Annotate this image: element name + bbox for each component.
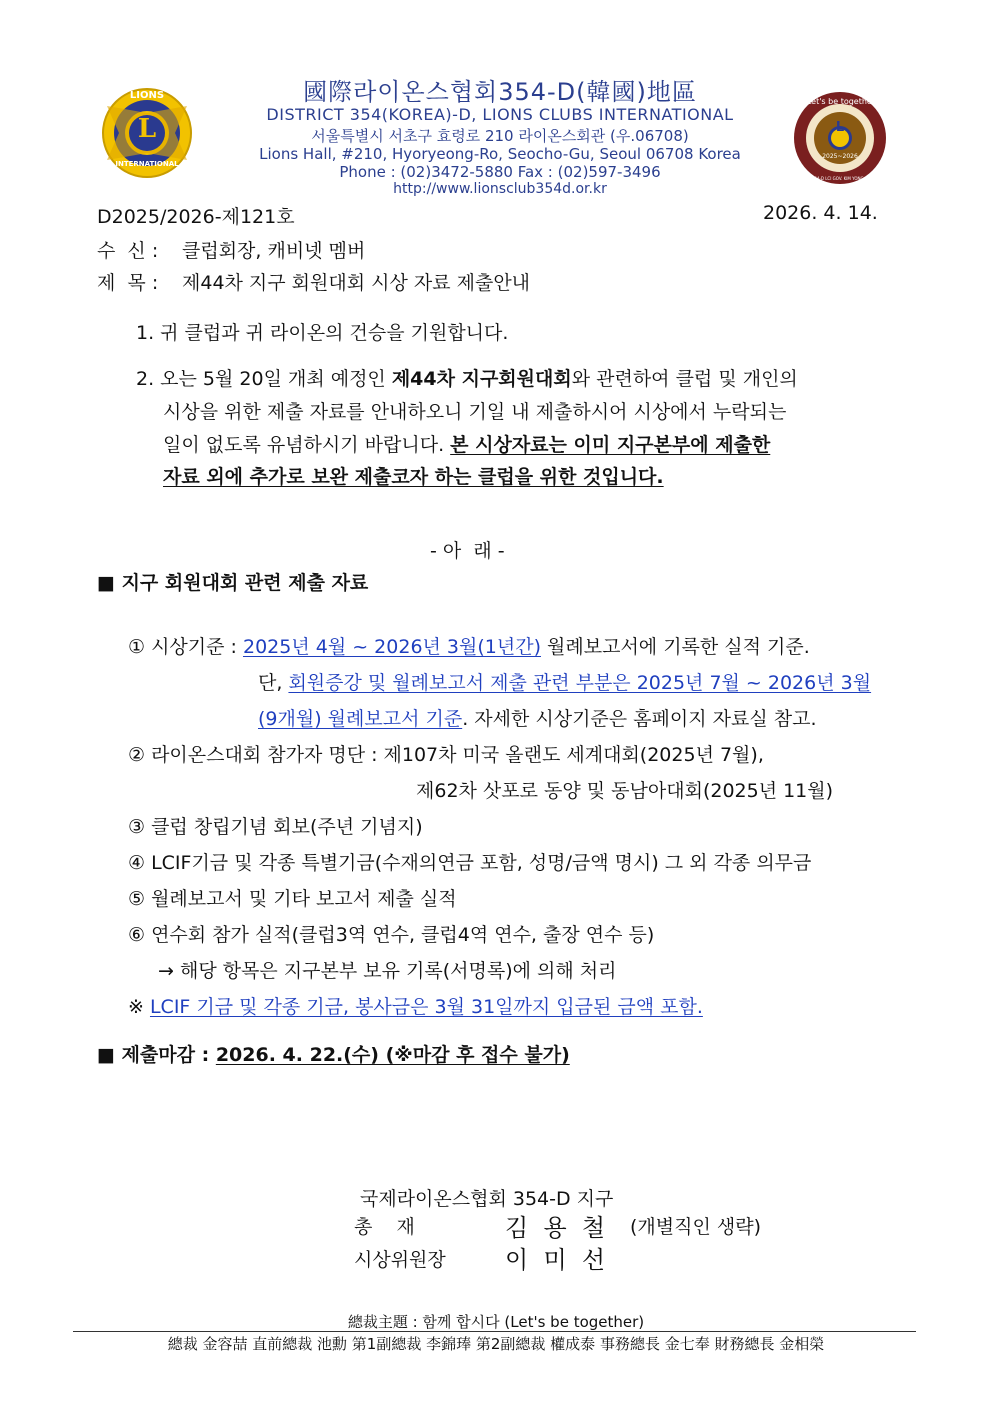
paragraph-2-emphasis-2: 자료 외에 추가로 보완 제출코자 하는 클럽을 위한 것입니다.	[163, 466, 664, 488]
paragraph-2-text-a: 2. 오는 5월 20일 개최 예정인	[136, 368, 392, 390]
item-1-line-2	[258, 668, 871, 695]
recipient-label: 수 신 :	[97, 240, 159, 262]
lions-logo-letter: L	[137, 114, 157, 144]
section-heading: - 아 래 -	[430, 540, 505, 562]
item-4: ④ LCIF기금 및 각종 특별기금(수재의연금 포함, 성명/금액 명시) 그 외 각종 의무금	[128, 852, 812, 874]
lions-logo-top-text: LIONS	[129, 90, 165, 101]
governor-name: 김 용 철	[505, 1214, 606, 1242]
footer-motto: 總裁主題 : 함께 합시다 (Let's be together)	[347, 1313, 645, 1331]
address-english: Lions Hall, #210, Hyoryeong-Ro, Seocho-Gu, Seoul 06708 Korea	[259, 145, 741, 163]
recipient: 클럽회장, 캐비넷 멤버	[182, 240, 366, 262]
address-korean: 서울특별시 서초구 효령로 210 라이온스회관 (우.06708)	[311, 127, 689, 145]
paragraph-2-line-2: 시상을 위한 제출 자료를 안내하오니 기일 내 제출하시어 시상에서 누락되는	[163, 401, 787, 423]
fund-note-mark: ※	[128, 996, 150, 1018]
website-link[interactable]: http://www.lionsclub354d.or.kr	[393, 181, 607, 197]
fund-note	[128, 992, 703, 1019]
item-1-line-3-rest: . 자세한 시상기준은 홈페이지 자료실 참고.	[462, 708, 817, 730]
governor-emblem-motto: Let's be together	[806, 97, 876, 106]
item-1-membership-period: 회원증강 및 월례보고서 제출 관련 부분은 2025년 7월 ~ 2026년 3월	[288, 672, 872, 694]
convention-name: 제44차 지구회원대회	[391, 368, 572, 390]
item-2-line-1: ② 라이온스대회 참가자 명단 : 제107차 미국 올랜도 세계대회(2025년 7월),	[128, 744, 764, 766]
governor-title: 총 재	[354, 1216, 415, 1238]
item-1-label: ① 시상기준 :	[128, 636, 243, 658]
section-title-text: 지구 회원대회 관련 제출 자료	[121, 572, 369, 594]
item-6: ⑥ 연수회 참가 실적(클럽3역 연수, 클럽4역 연수, 출장 연수 등)	[128, 924, 655, 946]
item-1-line-2-a: 단,	[258, 672, 289, 694]
phone-fax: Phone : (02)3472-5880 Fax : (02)597-3496	[339, 163, 661, 181]
deadline-label: 제출마감 :	[121, 1044, 216, 1066]
item-3: ③ 클럽 창립기념 회보(주년 기념지)	[128, 816, 423, 838]
paragraph-1: 1. 귀 클럽과 귀 라이온의 건승을 기원합니다.	[136, 322, 509, 344]
lions-logo-bottom-text: INTERNATIONAL	[115, 160, 179, 168]
deadline	[97, 1040, 570, 1067]
paragraph-2-line-3	[163, 430, 770, 457]
paragraph-2-text-c: 와 관련하여 클럽 및 개인의	[571, 368, 798, 390]
award-chair-title: 시상위원장	[354, 1249, 446, 1271]
section-title	[97, 568, 368, 595]
district-name-en: DISTRICT 354(KOREA)-D, LIONS CLUBS INTERNATIONAL	[266, 105, 734, 124]
item-1-monthly-basis: (9개월) 월례보고서 기준	[258, 708, 463, 730]
item-6-note: → 해당 항목은 지구본부 보유 기록(서명록)에 의해 처리	[158, 960, 617, 982]
fund-note-text: LCIF 기금 및 각종 기금, 봉사금은 3월 31일까지 입금된 금액 포함.	[149, 996, 703, 1018]
subject: 제44차 지구 회원대회 시상 자료 제출안내	[182, 272, 531, 294]
governor-emblem-letter: L	[835, 120, 845, 135]
document-date: 2026. 4. 14.	[763, 202, 878, 224]
item-2-line-2: 제62차 삿포로 동양 및 동남아대회(2025년 11월)	[416, 780, 834, 802]
footer-officers: 總裁 金容喆 直前總裁 池勳 第1副總裁 李錦琫 第2副總裁 權成泰 事務總長 金七奉 財務總長 金相榮	[167, 1335, 825, 1353]
paragraph-2-emphasis-1: 본 시상자료는 이미 지구본부에 제출한	[450, 434, 771, 456]
section-bullet: ■	[97, 572, 115, 594]
governor-seal-note: (개별직인 생략)	[630, 1216, 761, 1238]
item-1-line-3	[258, 704, 816, 731]
signature-org: 국제라이온스협회 354-D 지구	[360, 1188, 614, 1210]
footer-divider	[73, 1331, 916, 1332]
governor-emblem-years: 2025~2026	[822, 153, 858, 160]
item-5: ⑤ 월례보고서 및 기타 보고서 제출 실적	[128, 888, 457, 910]
item-1-rest: 월례보고서에 기록한 실적 기준.	[540, 636, 810, 658]
deadline-bullet: ■	[97, 1044, 115, 1066]
item-1-line-1	[128, 632, 810, 659]
org-title: 國際라이온스협회354-D(韓國)地區	[303, 78, 697, 106]
paragraph-2-line-3-a: 일이 없도록 유념하시기 바랍니다.	[163, 434, 451, 456]
governor-emblem-name: DIST 354-D LCI GOV. KIM YONG-CHEOL	[801, 176, 879, 181]
subject-label: 제 목 :	[97, 272, 159, 294]
deadline-date: 2026. 4. 22.(수) (※마감 후 접수 불가)	[215, 1044, 570, 1066]
document-number: D2025/2026-제121호	[97, 206, 295, 228]
item-1-period: 2025년 4월 ~ 2026년 3월(1년간)	[242, 636, 541, 658]
award-chair-name: 이 미 선	[505, 1246, 606, 1274]
paragraph-2-line-1	[136, 364, 798, 391]
